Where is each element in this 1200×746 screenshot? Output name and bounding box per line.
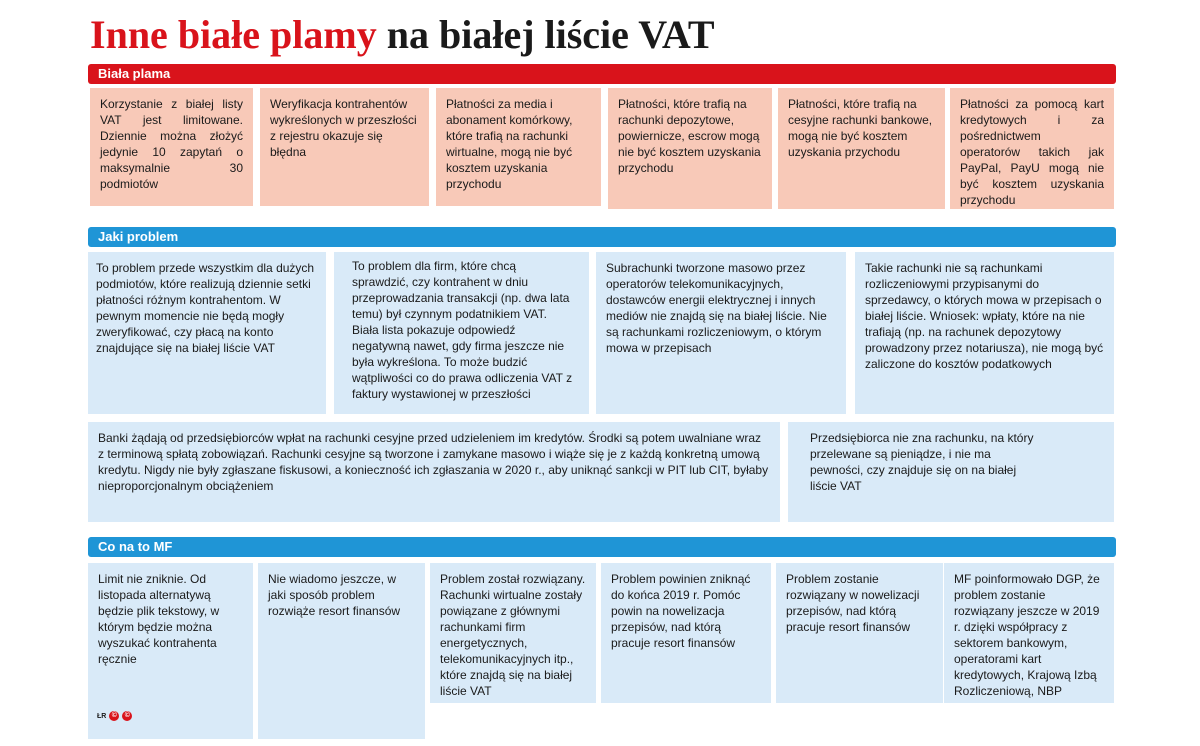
co-na-to-mf-card-5: Problem zostanie rozwiązany w nowelizacji przepisów, nad którą pracuje resort finansów: [776, 563, 943, 703]
biala-plama-card-2: Weryfikacja kontrahentów wykreślonych w przeszłości z rejestru okazuje się błędna: [260, 88, 429, 206]
jaki-problem-card-2: To problem dla firm, które chcą sprawdzić, czy kontrahent w dniu przeprowadzania transakcji (np. dwa lata temu) był czynnym podatnikiem VAT. Biała lista pokazuje odpowiedź negatywną nawet, gdy firma jeszcze nie była wykreślona. To może budzić wątpliwości co do prawa odliczenia VAT z faktury wystawionej w przeszłości: [334, 252, 589, 414]
section-header-biala-plama: Biała plama: [88, 64, 1116, 84]
author-initials: ŁR: [97, 712, 107, 720]
section-header-jaki-problem: Jaki problem: [88, 227, 1116, 247]
biala-plama-card-3: Płatności za media i abonament komórkowy, które trafią na rachunki wirtualne, mogą nie być kosztem uzyskania przychodu: [436, 88, 601, 206]
jaki-problem-card-3: Subrachunki tworzone masowo przez operatorów telekomunikacyjnych, dostawców energii elektrycznej i innych mediów nie znajdą się na białej liście. Nie są rachunkami rozliczeniowym, o którym mowa w przepisach: [596, 252, 846, 414]
jaki-problem-card-5: Banki żądają od przedsiębiorców wpłat na rachunki cesyjne przed udzieleniem im kredytów. Środki są potem uwalniane wraz z terminową spłatą zobowiązań. Rachunki cesyjne są tworzone i zamykane masowo i wiąże się je z każdą konkretną umową kredytu. Nigdy nie były zgłaszane fiskusowi, a konieczność ich zgłaszania w 2020 r., aby uniknąć sankcji w PIT lub CIT, byłaby nieproporcjonalnym obciążeniem: [88, 422, 780, 522]
page-title: [90, 12, 715, 58]
page-title-highlight: Inne białe plamy: [90, 12, 377, 57]
section-header-co-na-to-mf: Co na to MF: [88, 537, 1116, 557]
biala-plama-card-1: Korzystanie z białej listy VAT jest limitowane. Dziennie można złożyć jedynie 10 zapytań o maksymalnie 30 podmiotów: [90, 88, 253, 206]
copyright-icon: ©: [109, 711, 119, 721]
page-title-rest: na białej liście VAT: [376, 12, 715, 57]
jaki-problem-card-4: Takie rachunki nie są rachunkami rozliczeniowymi przypisanymi do sprzedawcy, o których mowa w przepisach o białej liście. Wniosek: wpłaty, które na nie trafiają (np. na rachunek depozytowy prowadzony przez notariusza), nie mogą być zaliczone do kosztów podatkowych: [855, 252, 1114, 414]
co-na-to-mf-card-1: Limit nie zniknie. Od listopada alternatywą będzie plik tekstowy, w którym będzie można wyszukać kontrahenta ręcznie: [88, 563, 253, 739]
biala-plama-card-6: Płatności za pomocą kart kredytowych i za pośrednictwem operatorów takich jak PayPal, PayU mogą nie być kosztem uzyskania przychodu: [950, 88, 1114, 209]
copyright-icon: ©: [122, 711, 132, 721]
jaki-problem-card-1: To problem przede wszystkim dla dużych podmiotów, które realizują dziennie setki płatności różnym kontrahentom. W pewnym momencie nie będą mogły zweryfikować, czy płacą na konto znajdujące się na białej liście VAT: [88, 252, 326, 414]
co-na-to-mf-card-6: MF poinformowało DGP, że problem zostanie rozwiązany jeszcze w 2019 r. dzięki współpracy z sektorem bankowym, operatorami kart kredytowych, Krajową Izbą Rozliczeniową, NBP: [944, 563, 1114, 703]
author-credit: [97, 711, 132, 721]
co-na-to-mf-card-3: Problem został rozwiązany. Rachunki wirtualne zostały powiązane z głównymi rachunkami firm energetycznych, telekomunikacyjnych itp., które znajdą się na białej liście VAT: [430, 563, 596, 703]
co-na-to-mf-card-2: Nie wiadomo jeszcze, w jaki sposób problem rozwiąże resort finansów: [258, 563, 425, 739]
jaki-problem-card-6: Przedsiębiorca nie zna rachunku, na który przelewane są pieniądze, i nie ma pewności, czy znajduje się on na białej liście VAT: [788, 422, 1114, 522]
co-na-to-mf-card-4: Problem powinien zniknąć do końca 2019 r. Pomóc powin na nowelizacja przepisów, nad którą pracuje resort finansów: [601, 563, 771, 703]
biala-plama-card-4: Płatności, które trafią na rachunki depozytowe, powiernicze, escrow mogą nie być kosztem uzyskania przychodu: [608, 88, 772, 209]
biala-plama-card-5: Płatności, które trafią na cesyjne rachunki bankowe, mogą nie być kosztem uzyskania przychodu: [778, 88, 945, 209]
